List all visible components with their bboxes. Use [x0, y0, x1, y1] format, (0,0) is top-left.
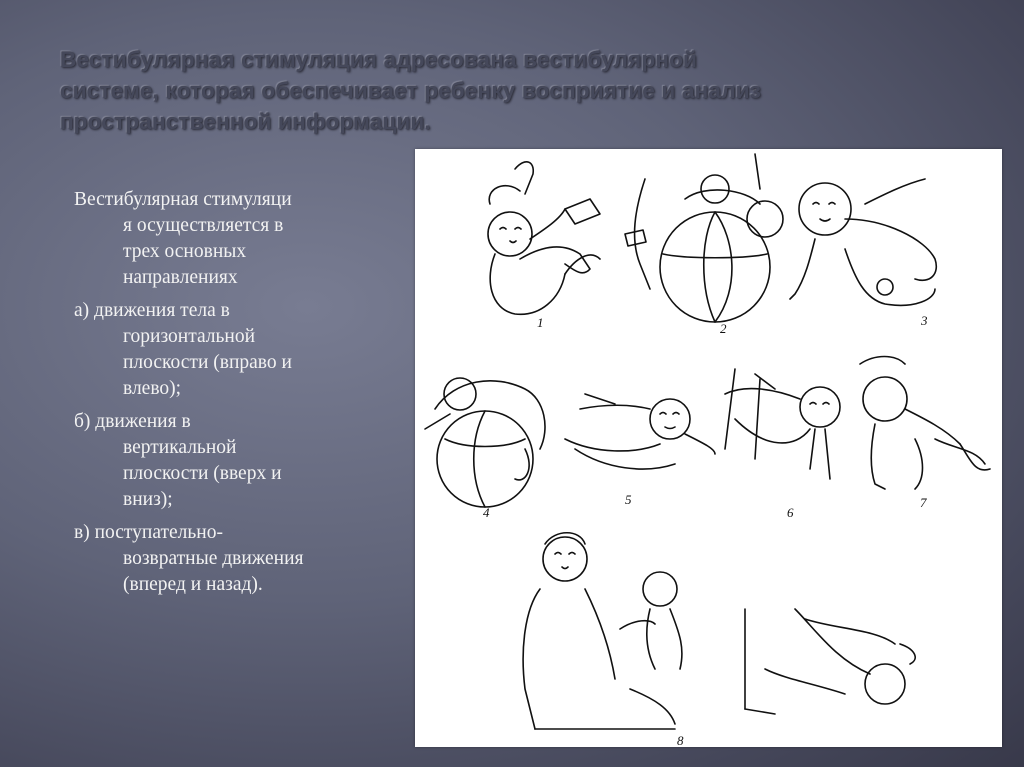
drawing-3-baby-crawl	[790, 179, 936, 305]
drawing-4-baby-sideways	[425, 378, 545, 507]
intro-line-3: трех основных	[123, 241, 247, 262]
drawing-2-baby-on-ball	[625, 154, 783, 322]
paragraph-b	[74, 409, 404, 513]
title-line-3: пространственной информации.	[60, 109, 431, 134]
title-line-1: Вестибулярная стимуляция адресована вестибулярной	[60, 47, 698, 72]
figure-label-2: 2	[720, 321, 727, 336]
para-b-line-3: плоскости (вверх и	[123, 463, 282, 484]
exercise-drawings	[415, 149, 1002, 747]
drawing-7-child-all-fours	[860, 357, 990, 490]
drawing-8-adult-with-child	[523, 533, 682, 729]
figure-label-6: 6	[787, 505, 794, 520]
para-b-line-2: вертикальной	[123, 437, 237, 458]
drawing-1-baby-held	[488, 162, 600, 315]
text-body	[74, 187, 404, 605]
paragraph-c	[74, 520, 404, 598]
figure-label-8: 8	[677, 733, 684, 748]
para-c-line-3: (вперед и назад).	[123, 574, 263, 595]
drawing-6-child-held	[725, 369, 840, 479]
intro-line-1: Вестибулярная стимуляци	[74, 189, 292, 210]
para-b-line-4: вниз);	[123, 489, 173, 510]
figure-label-4: 4	[483, 505, 490, 520]
para-a-line-3: плоскости (вправо и	[123, 352, 292, 373]
title-line-2: системе, которая обеспечивает ребенку восприятие и анализ	[60, 78, 762, 103]
para-a-line-4: влево);	[123, 378, 182, 399]
para-c-line-2: возвратные движения	[123, 548, 304, 569]
para-c-line-1: в) поступательно-	[74, 522, 223, 543]
para-a-line-1: а) движения тела в	[74, 300, 230, 321]
drawing-5-baby-lying	[565, 394, 715, 469]
intro-line-2: я осуществляется в	[123, 215, 284, 236]
para-a-line-2: горизонтальной	[123, 326, 256, 347]
drawing-8-child-inverted	[745, 609, 915, 714]
paragraph-a	[74, 298, 404, 402]
slide-title	[60, 44, 960, 137]
figure-label-3: 3	[921, 313, 928, 328]
figure-label-5: 5	[625, 492, 632, 507]
para-b-line-1: б) движения в	[74, 411, 191, 432]
figure-label-1: 1	[537, 315, 544, 330]
paragraph-intro	[74, 187, 404, 291]
intro-line-4: направлениях	[123, 267, 238, 288]
exercise-illustration	[415, 149, 1002, 747]
figure-label-7: 7	[920, 495, 927, 510]
